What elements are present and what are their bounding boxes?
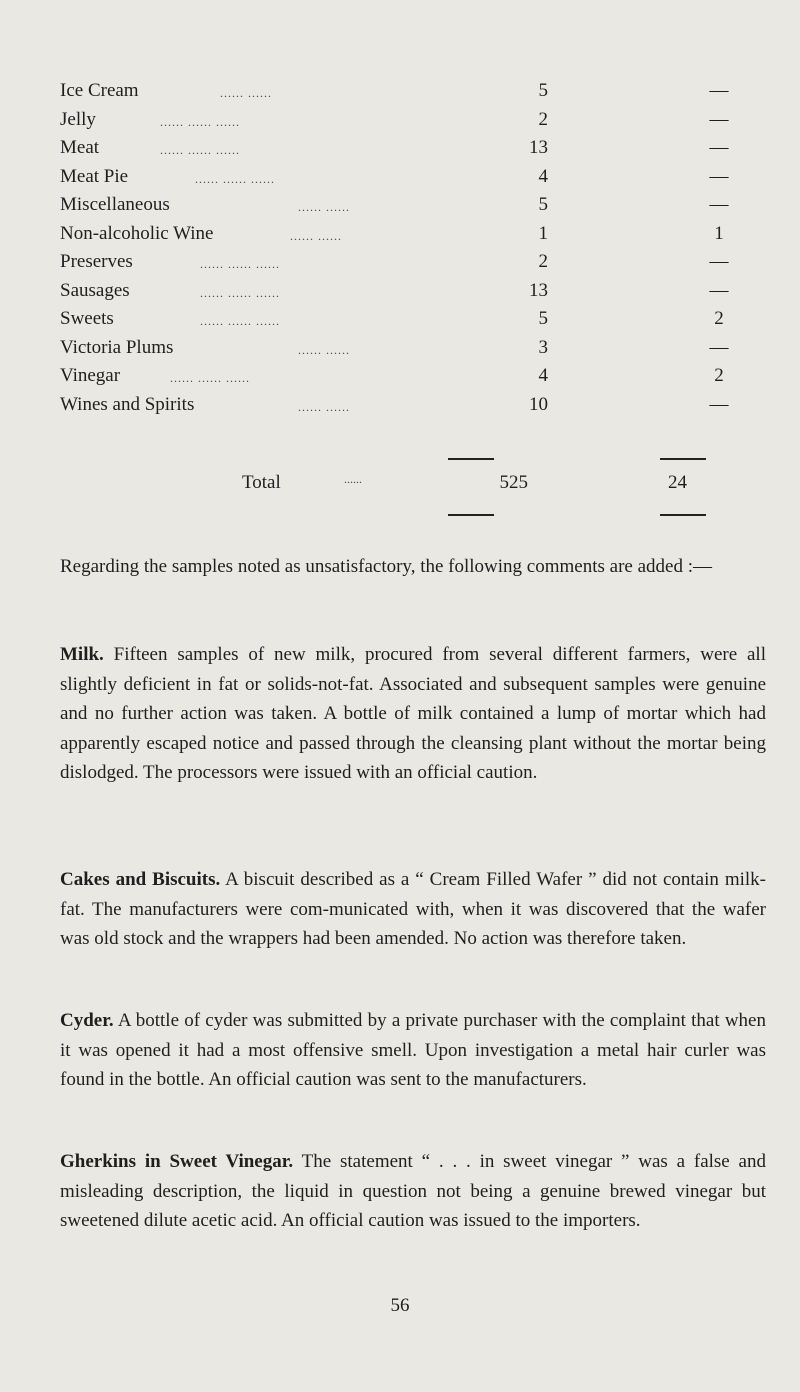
table-row bbox=[60, 223, 760, 251]
leader-dots: ...... ...... bbox=[290, 228, 342, 243]
heading-cakes-biscuits: Cakes and Biscuits. bbox=[60, 869, 221, 890]
leader-dots: ...... ...... ...... bbox=[200, 314, 280, 328]
text-milk: Fifteen samples of new milk, procured from several different farmers, were all slightly deficient in fat or solids-not-fat. Associated and subsequent samples were genuine and no further action was taken. A bottle of milk contained a lump of mortar which had apparently escaped notice and passed through the cleansing plant without the mortar being dislodged. The processors were issued with an official caution. bbox=[60, 644, 766, 783]
sample-count: 5 bbox=[538, 308, 548, 329]
table-row bbox=[60, 394, 760, 422]
leader-dots: ...... ...... bbox=[298, 200, 350, 214]
sample-count: 3 bbox=[538, 336, 548, 358]
total-leader-dots: ...... bbox=[344, 472, 362, 486]
leader-dots: ...... ...... bbox=[220, 86, 272, 100]
text-cyder: A bottle of cyder was submitted by a private purchaser with the complaint that when it was opened it had a most offensive smell. Upon investigation a metal hair curler was found in the bottle. An official caution was sent to the manufacturers. bbox=[60, 1010, 766, 1090]
item-name: Wines and Spirits bbox=[60, 393, 195, 415]
sample-count: 5 bbox=[538, 80, 548, 101]
heading-gherkins: Gherkins in Sweet Vinegar. bbox=[60, 1151, 294, 1172]
table-row bbox=[60, 308, 760, 336]
sample-count: 1 bbox=[538, 222, 548, 244]
table-row bbox=[60, 280, 760, 308]
unsatisfactory-count: 2 bbox=[714, 365, 724, 386]
paragraph-gherkins bbox=[60, 1147, 766, 1236]
sample-count: 10 bbox=[529, 393, 548, 415]
item-name: Victoria Plums bbox=[60, 336, 174, 358]
sample-count: 4 bbox=[538, 365, 548, 386]
paragraph-cyder bbox=[60, 1006, 766, 1095]
text-cakes-biscuits: A biscuit described as a “ Cream Filled Wafer ” did not contain milk-fat. The manufacturers were com-municated with, when it was discovered that the wafer was old stock and the wrappers had been amended. No action was therefore taken. bbox=[60, 869, 766, 949]
table-row bbox=[60, 365, 760, 393]
total-unsatisfactory: 24 bbox=[668, 472, 687, 493]
leader-dots: ...... ...... ...... bbox=[200, 285, 280, 300]
leader-dots: ...... ...... ...... bbox=[200, 257, 280, 271]
unsatisfactory-count: — bbox=[709, 393, 729, 415]
item-name: Sweets bbox=[60, 308, 114, 329]
unsatisfactory-count: — bbox=[709, 336, 729, 358]
heading-milk: Milk. bbox=[60, 644, 104, 665]
sample-count: 2 bbox=[538, 108, 548, 130]
item-name: Ice Cream bbox=[60, 80, 139, 101]
sample-count: 13 bbox=[529, 279, 548, 301]
subtotal-rule-unsat bbox=[660, 458, 706, 460]
table-row bbox=[60, 137, 760, 165]
intro-paragraph: Regarding the samples noted as unsatisfactory, the following comments are added :— bbox=[60, 556, 712, 577]
item-name: Preserves bbox=[60, 251, 133, 272]
unsatisfactory-count: — bbox=[709, 279, 729, 301]
heading-cyder: Cyder. bbox=[60, 1010, 114, 1031]
unsatisfactory-count: — bbox=[709, 80, 729, 101]
table-row bbox=[60, 109, 760, 137]
item-name: Sausages bbox=[60, 279, 130, 301]
subtotal-rule-count bbox=[448, 458, 494, 460]
paragraph-milk bbox=[60, 640, 766, 788]
unsatisfactory-count: — bbox=[709, 251, 729, 272]
sample-count: 2 bbox=[538, 251, 548, 272]
leader-dots: ...... ...... ...... bbox=[195, 171, 275, 186]
table-row bbox=[60, 251, 760, 279]
leader-dots: ...... ...... bbox=[298, 342, 350, 357]
total-rule-unsat bbox=[660, 514, 706, 516]
table-row bbox=[60, 194, 760, 222]
item-name: Vinegar bbox=[60, 365, 121, 386]
unsatisfactory-count: — bbox=[709, 165, 729, 187]
total-label: Total bbox=[242, 472, 281, 493]
unsatisfactory-count: — bbox=[709, 108, 729, 130]
unsatisfactory-count: — bbox=[709, 137, 729, 158]
page-number: 56 bbox=[390, 1295, 410, 1316]
leader-dots: ...... ...... ...... bbox=[170, 371, 250, 385]
paragraph-cakes-biscuits bbox=[60, 865, 766, 954]
item-name: Jelly bbox=[60, 108, 96, 130]
total-count: 525 bbox=[499, 472, 528, 493]
leader-dots: ...... ...... bbox=[298, 399, 350, 414]
table-row bbox=[60, 80, 760, 108]
text-gherkins: The statement “ . . . in sweet vinegar ” was a false and misleading description, the liquid in question not being a genuine brewed vinegar but sweetened dilute acetic acid. An official caution was issued to the importers. bbox=[60, 1151, 766, 1231]
unsatisfactory-count: — bbox=[709, 194, 729, 215]
item-name: Meat bbox=[60, 137, 100, 158]
leader-dots: ...... ...... ...... bbox=[160, 114, 240, 129]
sample-count: 4 bbox=[538, 165, 548, 187]
item-name: Miscellaneous bbox=[60, 194, 170, 215]
item-name: Non-alcoholic Wine bbox=[60, 222, 214, 244]
unsatisfactory-count: 2 bbox=[714, 308, 724, 329]
sample-count: 13 bbox=[529, 137, 548, 158]
leader-dots: ...... ...... ...... bbox=[160, 143, 240, 157]
sample-count: 5 bbox=[538, 194, 548, 215]
table-row bbox=[60, 337, 760, 365]
item-name: Meat Pie bbox=[60, 165, 129, 187]
total-rule-count bbox=[448, 514, 494, 516]
unsatisfactory-count: 1 bbox=[714, 222, 724, 244]
table-row bbox=[60, 166, 760, 194]
